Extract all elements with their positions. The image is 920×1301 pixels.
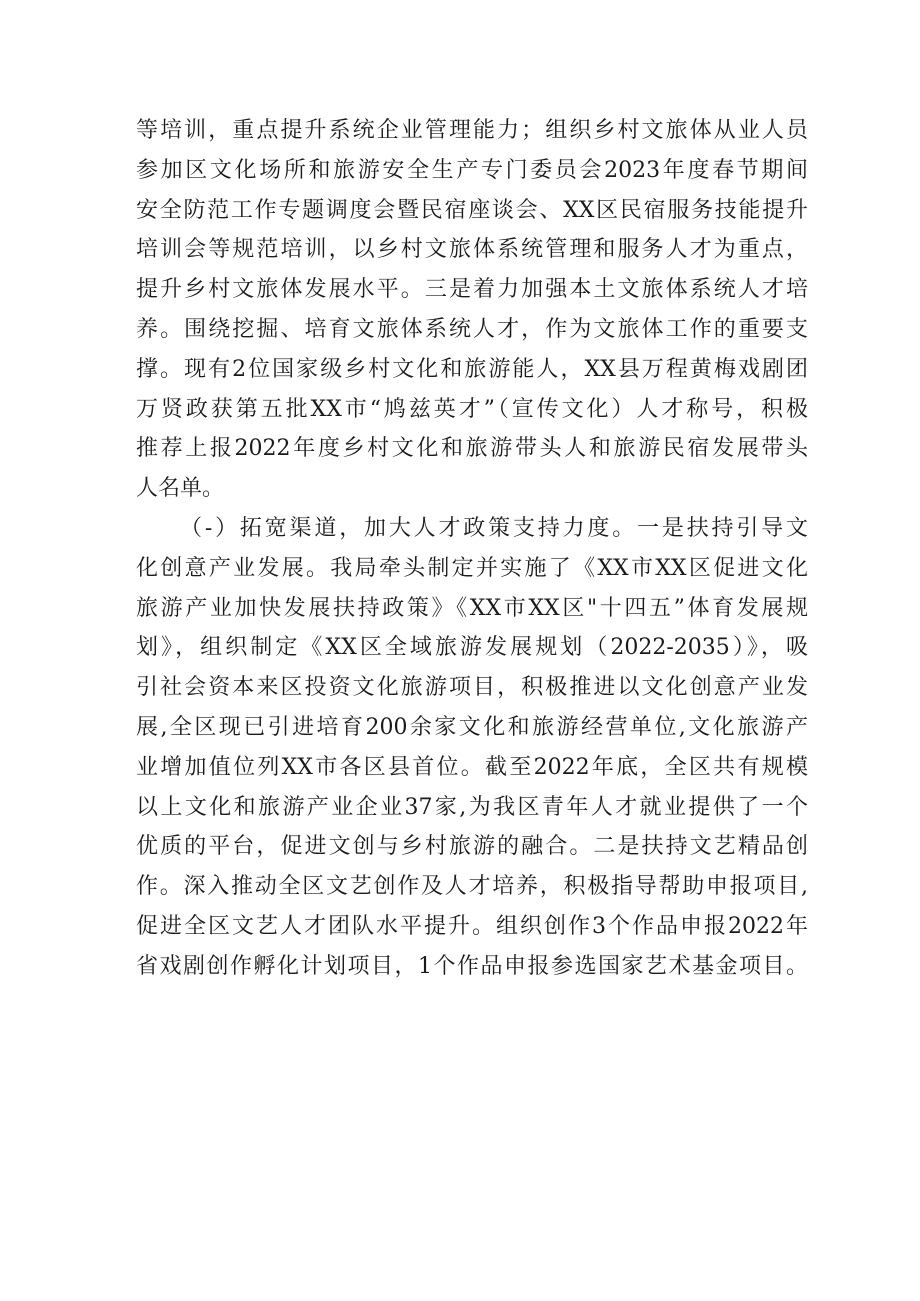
text-line: 旅游产业加快发展扶持政策》《XX市XX区"十四五”体育发展规	[136, 595, 808, 621]
text-line: 业增加值位列XX市各区县首位。截至2022年底，全区共有规模	[136, 754, 808, 780]
text-line: 推荐上报2022年度乡村文化和旅游带头人和旅游民宿发展带头	[136, 436, 808, 462]
text-line: 安全防范工作专题调度会暨民宿座谈会、XX区民宿服务技能提升	[136, 197, 808, 223]
text-line: 万贤政获第五批XX市“鸠兹英才”（宣传文化）人才称号，积极	[136, 396, 808, 422]
text-line: 引社会资本来区投资文化旅游项目，积极推进以文化创意产业发	[136, 675, 808, 701]
text-line: 撑。现有2位国家级乡村文化和旅游能人，XX县万程黄梅戏剧团	[136, 356, 808, 382]
text-line: 养。围绕挖掘、培育文旅体系统人才，作为文旅体工作的重要支	[136, 316, 808, 342]
text-line: 化创意产业发展。我局牵头制定并实施了《XX市XX区促进文化	[136, 555, 808, 581]
paragraph-1	[136, 111, 808, 509]
document-body	[136, 111, 808, 987]
text-line: 划》，组织制定《XX区全域旅游发展规划（2022-2035）》，吸	[136, 635, 808, 661]
text-line: 促进全区文艺人才团队水平提升。组织创作3个作品申报2022年	[136, 913, 808, 939]
text-line: 参加区文化场所和旅游安全生产专门委员会2023年度春节期间	[136, 157, 808, 183]
text-line: 提升乡村文旅体发展水平。三是着力加强本土文旅体系统人才培	[136, 277, 808, 303]
text-line: 展,全区现已引进培育200余家文化和旅游经营单位,文化旅游产	[136, 714, 808, 740]
text-line: 作。深入推动全区文艺创作及人才培养，积极指导帮助申报项目,	[136, 874, 808, 900]
text-line: 培训会等规范培训，以乡村文旅体系统管理和服务人才为重点，	[136, 237, 808, 263]
text-line: 人名单。	[136, 476, 225, 502]
text-line: （-）拓宽渠道，加大人才政策支持力度。一是扶持引导文	[180, 515, 808, 541]
paragraph-2	[136, 509, 808, 987]
text-line: 优质的平台，促进文创与乡村旅游的融合。二是扶持文艺精品创	[136, 834, 808, 860]
text-line: 等培训，重点提升系统企业管理能力；组织乡村文旅体从业人员	[136, 118, 808, 143]
text-line: 以上文化和旅游产业企业37家,为我区青年人才就业提供了一个	[136, 794, 808, 820]
text-line: 省戏剧创作孵化计划项目，1个作品申报参选国家艺术基金项目。	[136, 953, 808, 979]
